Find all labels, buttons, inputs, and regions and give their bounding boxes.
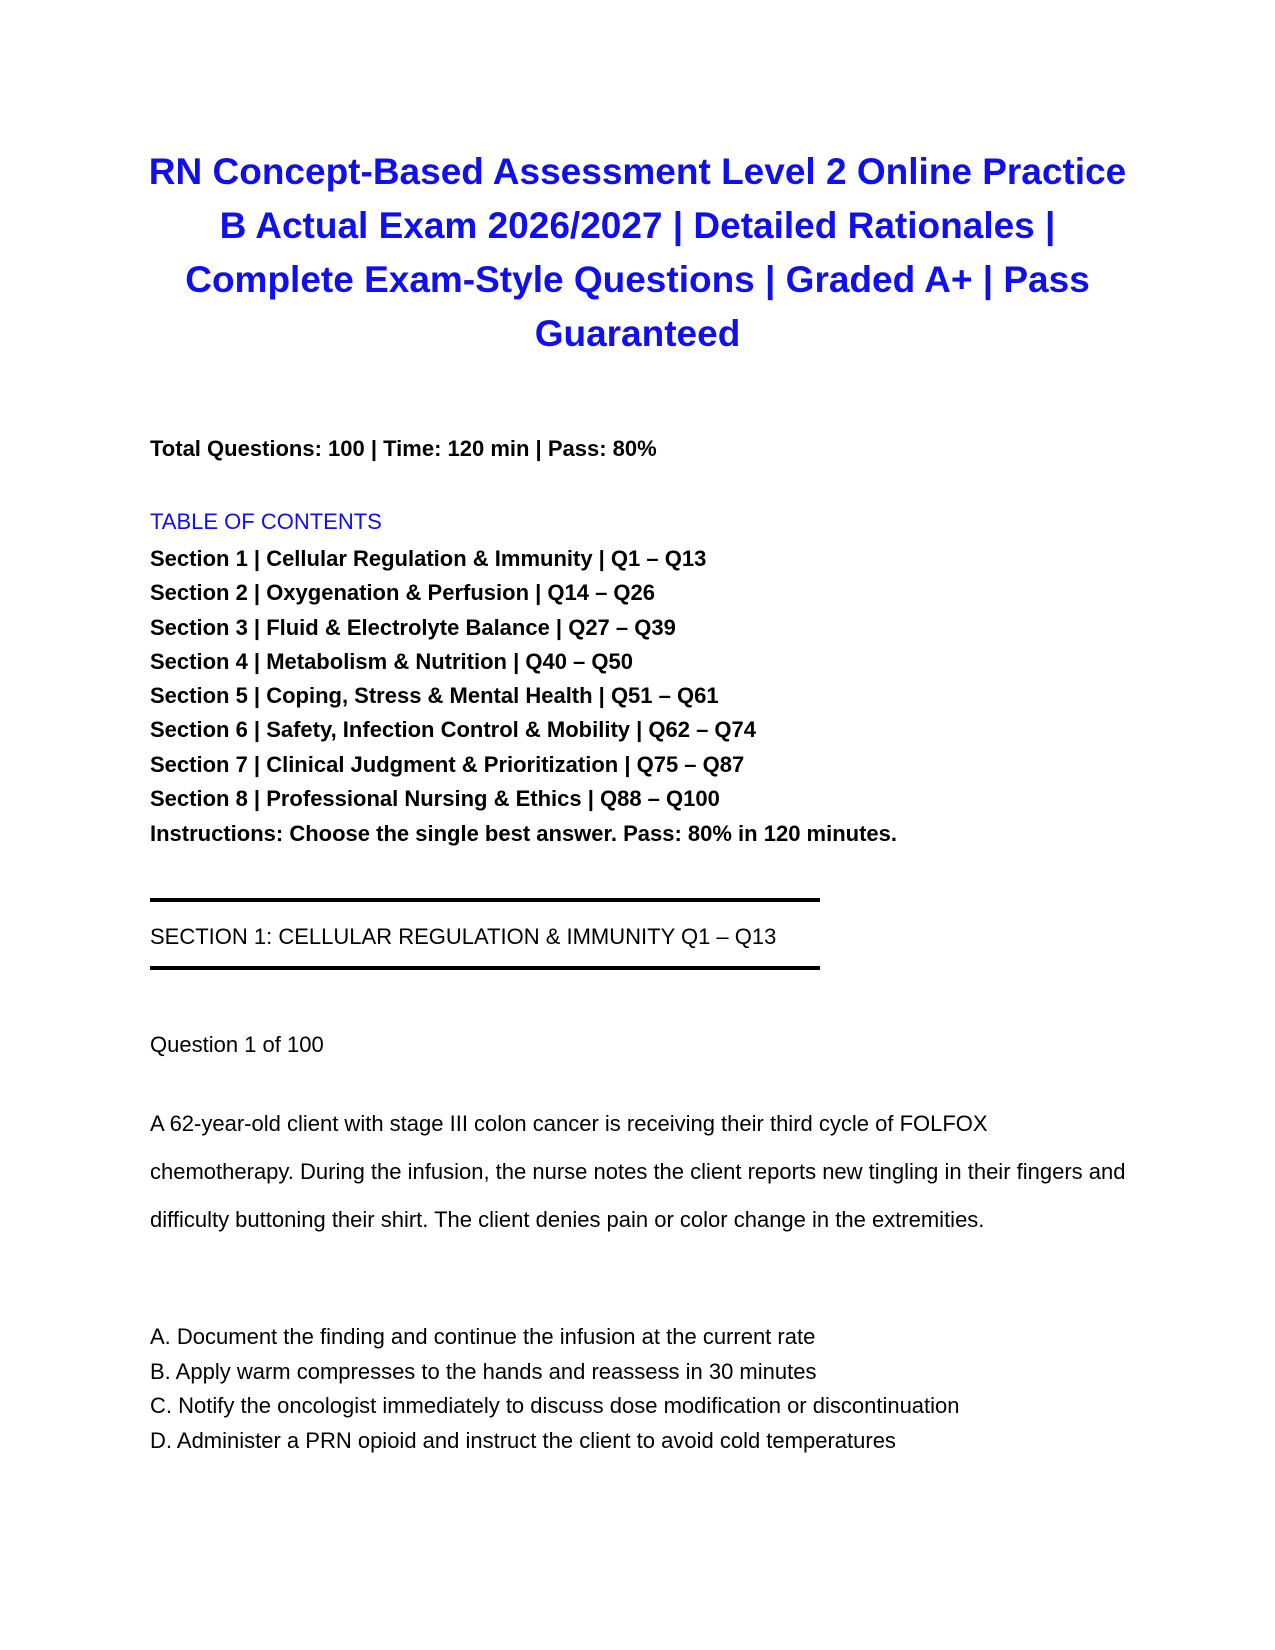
toc-item-section-7: Section 7 | Clinical Judgment & Prioritization | Q75 – Q87 <box>150 751 745 777</box>
toc-item-section-3: Section 3 | Fluid & Electrolyte Balance | Q27 – Q39 <box>150 614 676 640</box>
toc-heading: TABLE OF CONTENTS <box>150 509 382 534</box>
answer-options <box>150 1320 960 1458</box>
question-stem: A 62-year-old client with stage III colon cancer is receiving their third cycle of FOLFOX chemotherapy. During the infusion, the nurse notes the client reports new tingling in their fingers and difficulty buttoning their shirt. The client denies pain or color change in the extremities. <box>150 1111 1126 1232</box>
toc-item-section-6: Section 6 | Safety, Infection Control & Mobility | Q62 – Q74 <box>150 717 757 743</box>
answer-option-d: D. Administer a PRN opioid and instruct the client to avoid cold temperatures <box>150 1427 896 1453</box>
exam-summary: Total Questions: 100 | Time: 120 min | Pass: 80% <box>150 436 657 461</box>
answer-option-b: B. Apply warm compresses to the hands and reassess in 30 minutes <box>150 1358 817 1384</box>
document-title: RN Concept-Based Assessment Level 2 Online Practice B Actual Exam 2026/2027 | Detailed Rationales | Complete Exam-Style Questions | Graded A+ | Pass Guaranteed <box>148 151 1127 354</box>
toc-item-section-2: Section 2 | Oxygenation & Perfusion | Q14 – Q26 <box>150 580 656 606</box>
exam-instructions: Instructions: Choose the single best answer. Pass: 80% in 120 minutes. <box>150 821 898 846</box>
toc-item-section-1: Section 1 | Cellular Regulation & Immunity | Q1 – Q13 <box>150 546 707 571</box>
toc-item-section-8: Section 8 | Professional Nursing & Ethics | Q88 – Q100 <box>150 786 720 812</box>
question-number: Question 1 of 100 <box>150 1032 324 1057</box>
answer-option-c: C. Notify the oncologist immediately to discuss dose modification or discontinuation <box>150 1393 960 1418</box>
section-divider-top <box>150 898 820 902</box>
toc-item-section-4: Section 4 | Metabolism & Nutrition | Q40 – Q50 <box>150 648 633 674</box>
section-heading: SECTION 1: CELLULAR REGULATION & IMMUNITY Q1 – Q13 <box>150 924 777 949</box>
section-divider-bottom <box>150 966 820 970</box>
toc-item-section-5: Section 5 | Coping, Stress & Mental Health | Q51 – Q61 <box>150 683 719 709</box>
answer-option-a: A. Document the finding and continue the infusion at the current rate <box>150 1324 816 1349</box>
toc-list <box>150 542 756 816</box>
